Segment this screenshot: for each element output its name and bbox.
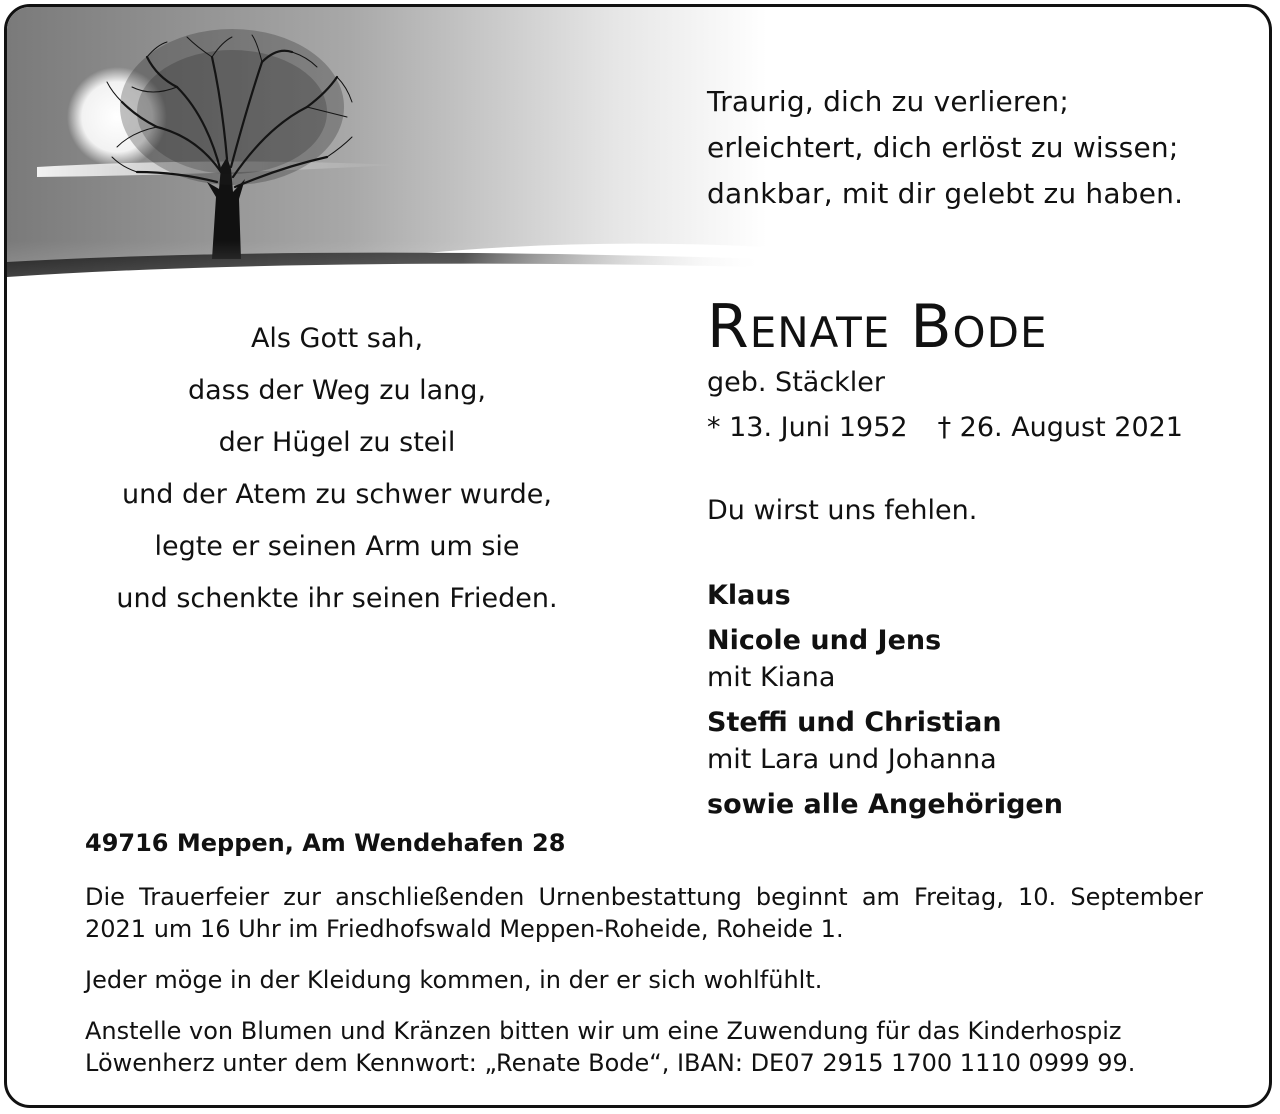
poem-line: dass der Weg zu lang, bbox=[187, 375, 487, 406]
quote-line-1: Traurig, dich zu verlieren; bbox=[707, 85, 1070, 118]
poem bbox=[37, 313, 637, 625]
poem-line: und der Atem zu schwer wurde, bbox=[122, 479, 552, 510]
ceremony-paragraph: Die Trauerfeier zur anschließenden Urnenbestattung beginnt am Freitag, 10. September 2021 um 16 Uhr im Friedhofswald Meppen-Roheide, Roheide 1. bbox=[85, 883, 1203, 943]
quote-line-3: dankbar, mit dir gelebt zu haben. bbox=[707, 177, 1184, 210]
poem-line: legte er seinen Arm um sie bbox=[154, 531, 520, 562]
tree-silhouette-icon bbox=[7, 7, 767, 282]
donation-paragraph: Anstelle von Blumen und Kränzen bitten wir um eine Zuwendung für das Kinderhospiz Löwenherz unter dem Kennwort: „Renate Bode“, IBAN: DE07 2915 1700 1110 0999 99. bbox=[85, 1017, 1136, 1077]
deceased-name: Renate Bode bbox=[707, 292, 1048, 362]
mourner-children: mit Kiana bbox=[707, 662, 836, 693]
life-dates bbox=[707, 412, 1183, 443]
mourner-name: Klaus bbox=[707, 580, 791, 611]
obituary-frame bbox=[4, 4, 1272, 1108]
quote-line-2: erleichtert, dich erlöst zu wissen; bbox=[707, 131, 1179, 164]
clothing-paragraph: Jeder möge in der Kleidung kommen, in der er sich wohlfühlt. bbox=[85, 966, 823, 994]
mourners-list bbox=[707, 577, 1063, 823]
opening-quote bbox=[707, 79, 1183, 217]
address: 49716 Meppen, Am Wendehafen 28 bbox=[85, 829, 566, 857]
mourner-name: Nicole und Jens bbox=[707, 625, 942, 656]
poem-line: Als Gott sah, bbox=[250, 323, 424, 354]
death-date: † 26. August 2021 bbox=[937, 412, 1183, 443]
poem-line: der Hügel zu steil bbox=[218, 427, 456, 458]
birth-date: * 13. Juni 1952 bbox=[707, 412, 908, 443]
mourner-relatives: sowie alle Angehörigen bbox=[707, 789, 1063, 820]
poem-line: und schenkte ihr seinen Frieden. bbox=[116, 583, 558, 614]
farewell-text: Du wirst uns fehlen. bbox=[707, 495, 978, 526]
maiden-name: geb. Stäckler bbox=[707, 367, 886, 398]
mourner-children: mit Lara und Johanna bbox=[707, 744, 997, 775]
mourner-name: Steffi und Christian bbox=[707, 707, 1002, 738]
